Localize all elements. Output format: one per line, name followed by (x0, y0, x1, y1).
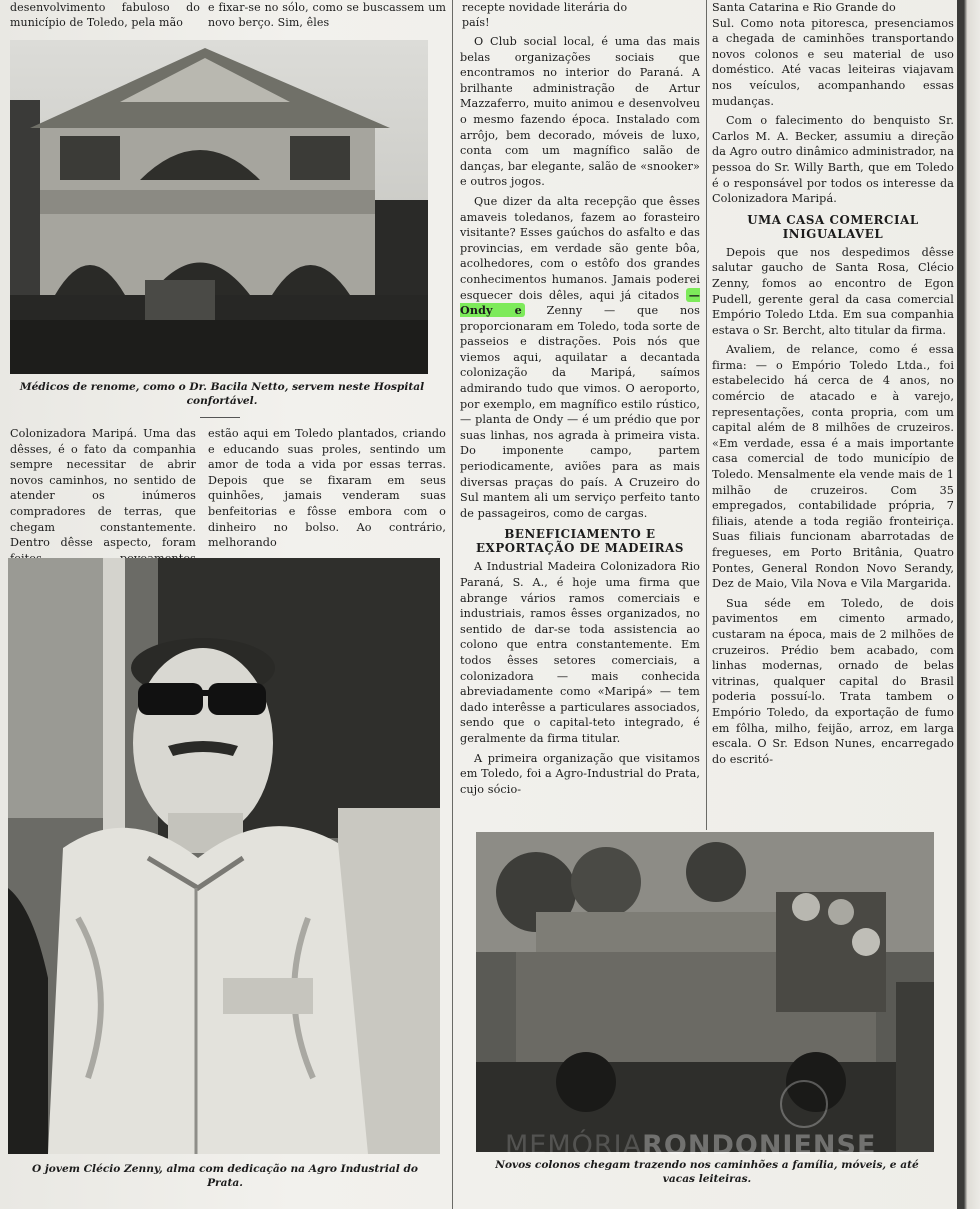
watermark: MEMÓRIARONDONIENSE (505, 1130, 877, 1161)
top-left-fragment: desenvolvimento fabuloso do município de Toledo, pela mão (10, 1, 200, 29)
paragraph-madeiras: A Industrial Madeira Colonizadora Rio Paraná, S. A., é hoje uma firma que abrange vários ramos comerciais e industriais, ramos êsses organizados, no sentido de dar-se toda assistencia ao colono que entra constantemente. Em todos êsses setores comerciais, a colonizadora — mais conhecida abreviadamente como «Maripá» — tem dado interêsse a particulares associados, sendo que o capital-teto integrado, é geralmente da firma titular. (460, 560, 700, 745)
paragraph-despedimos: Depois que nos despedimos dêsse salutar gaucho de Santa Rosa, Clécio Zenny, fomos ao encontro de Egon Pudell, gerente geral da casa comercial Empório Toledo Ltda. Em sua companhia estava o Sr. Bercht, alto titular da firma. (712, 245, 954, 337)
right-top-line: Santa Catarina e Rio Grande do (712, 1, 896, 14)
section-heading-madeiras: BENEFICIAMENTO E EXPORTAÇÃO DE MADEIRAS (475, 527, 685, 556)
portrait-caption: O jovem Clécio Zenny, alma com dedicação na Agro Industrial do Prata. (32, 1163, 418, 1189)
paragraph-primeira: A primeira organização que visitamos em Toledo, foi a Agro-Industrial do Prata, cujo sócio- (460, 751, 700, 796)
top-center-fragment: recepte novidade literária do país! (462, 1, 628, 29)
paragraph-pitoresca: Sul. Como nota pitoresca, presenciamos a chegada de caminhões transportando novos colonos e seu material de uso doméstico. Até vacas leiteiras viajavam nos veículos, acompanhando essas mudanças. (712, 16, 954, 108)
watermark-circle (780, 1080, 828, 1128)
column-rule-2 (706, 0, 707, 830)
paragraph-club: O Club social local, é uma das mais belas organizações sociais que encontramos no interior do Paraná. A brilhante administração de Artur Mazzaferro, muito animou e desenvolveu o mesmo fazendo época. Instalado com arrôjo, bem decorado, móveis de luxo, conta com um magnífico salão de danças, bar elegante, salão de «snooker» e outros jogos. (460, 35, 700, 189)
right-column (712, 0, 954, 830)
highlighted-name: — Ondy e (460, 287, 700, 318)
portrait-photo (8, 558, 440, 1154)
divider (200, 417, 240, 418)
truck-photo (476, 832, 934, 1152)
top-mid-fragment: e fixar-se no sólo, como se buscassem um novo berço. Sim, êles (208, 1, 446, 29)
page-edge (957, 0, 980, 1209)
hospital-photo (10, 40, 428, 374)
column-rule-1 (452, 0, 453, 1209)
truck-caption: Novos colonos chegam trazendo nos caminhões a família, móveis, e até vacas leiteiras. (495, 1159, 919, 1185)
paragraph-recepcao: Que dizer da alta recepção que êsses amaveis toledanos, fazem ao forasteiro visitante? Esses gaúchos do asfalto e das provincias, em verdade são gente bôa, acolhedores, com o estôfo dos grandes conhecimentos humanos. Jamais poderei esquecer dois dêles, aqui já citados — Ondy e Zenny — que nos proporcionaram em Toledo, toda sorte de passeios e distrações. Pois nós que viemos aqui, aquilatar a decantada colonização da Maripá, saímos admirando tudo que vimos. O aeroporto, por exemplo, em magnífico estilo rústico, — planta de Ondy — é um prédio que por suas linhas, nos agrada à primeira vista. Do imponente campo, partem periodicamente, aviões para as mais diversas praças do país. A Cruzeiro do Sul mantem ali um serviço perfeito tanto de passageiros, como de cargas. (460, 194, 700, 520)
paragraph-avaliem: Avaliem, de relance, como é essa firma: — o Empório Toledo Ltda., foi estabelecido há cerca de 4 anos, no comércio de atacado e à varejo, representações, conta propria, com um capital além de 8 milhões de cruzeiros. «Em verdade, essa é a mais importante casa comercial de todo município de Toledo. Mensalmente ela vende mais de 1 milhão de cruzeiros. Com 35 empregados, contabilidade própria, 7 filiais, atende a toda região fronteiriça. Suas filiais funcionam abarrotadas de fregueses, em Porto Britânia, Quatro Pontes, General Rondon Novo Serandy, Dez de Maio, Vila Nova e Vila Margarida. (712, 343, 954, 591)
paragraph-sede: Sua séde em Toledo, de dois pavimentos em cimento armado, custaram na época, mais de 2 milhões de cruzeiros. Prédio bem acabado, com linhas modernas, ornado de belas vitrinas, qualquer capital do Brasil poderia possuí-lo. Trata tambem o Empório Toledo, da exportação de fumo em fôlha, milho, feijão, arroz, em larga escala. O Sr. Edson Nunes, encarregado do escritó- (712, 596, 954, 766)
hospital-caption: Médicos de renome, como o Dr. Bacila Netto, servem neste Hospital confortável. (19, 381, 425, 407)
center-column (460, 34, 700, 830)
left-text-col-a: Colonizadora Maripá. Uma das dêsses, é o fato da companhia sempre necessitar de abrir novos caminhos, no sentido de atender os inúmeros compradores de terras, que chegam constantemente. Dentro dêsse aspecto, foram (10, 427, 196, 550)
section-heading-casa-comercial: UMA CASA COMERCIAL INIGUALAVEL (747, 212, 919, 241)
paragraph-falecimento: Com o falecimento do benquisto Sr. Carlos M. A. Becker, assumiu a direção da Agro outro dinâmico administrador, na pessoa do Sr. Willy Barth, que em Toledo é o responsável por todos os interesse da Colonizadora Maripá. (712, 114, 954, 206)
left-text-col-b: estão aqui em Toledo plantados, criando e educando suas proles, sentindo um amor de toda a vida por essas terras. Depois que se fixaram em seus quinhões, jamais venderam suas benfeitorias e fôsse embora com o dinheiro no bolso. Ao contrário, melhorando (208, 427, 446, 550)
